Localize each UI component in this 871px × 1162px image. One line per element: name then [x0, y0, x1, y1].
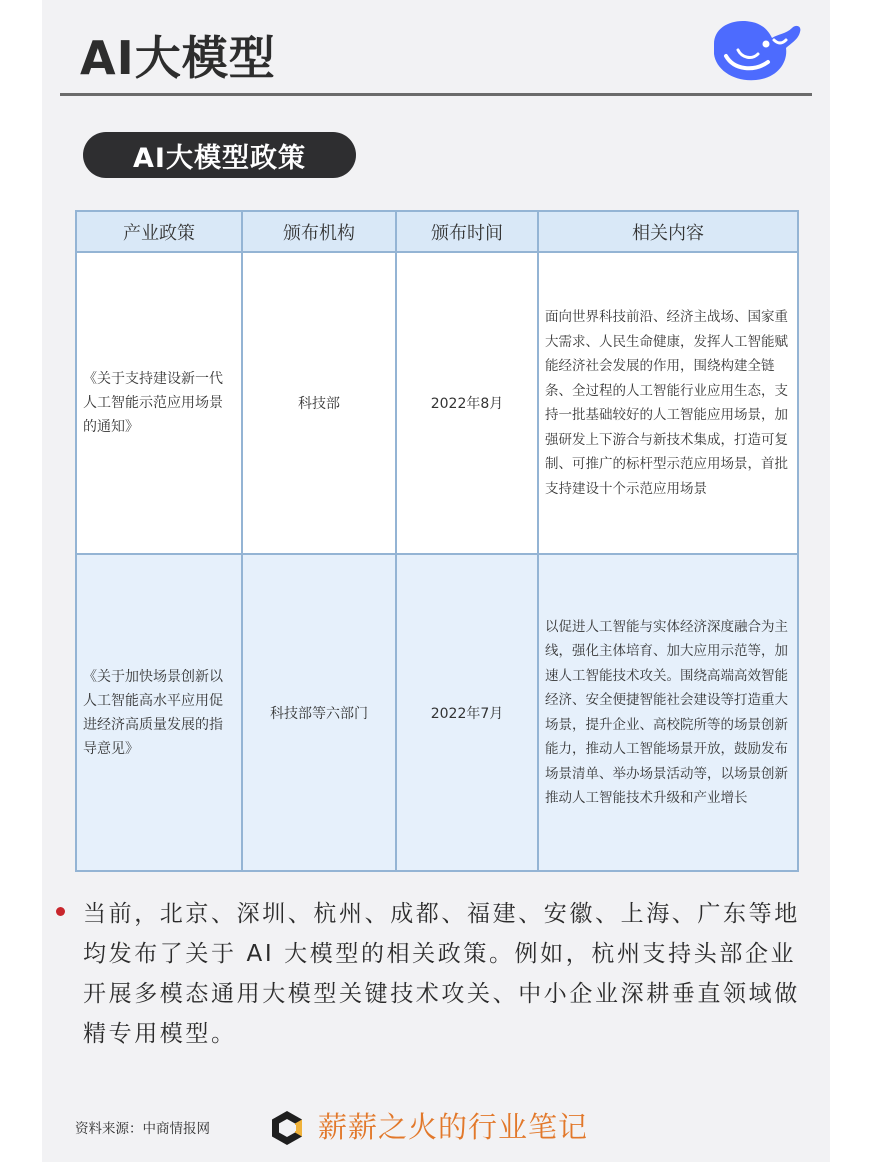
whale-logo-icon — [708, 14, 806, 86]
source-note: 资料来源：中商情报网 — [75, 1121, 210, 1137]
column-header: 颁布时间 — [396, 211, 538, 252]
hexagon-c-logo-icon — [270, 1110, 304, 1146]
page-title: AI大模型 — [80, 31, 276, 85]
table-header-row — [76, 211, 798, 252]
table-row — [76, 554, 798, 871]
date-cell: 2022年7月 — [396, 554, 538, 871]
table-row — [76, 252, 798, 554]
bullet-dot-icon — [56, 907, 65, 916]
section-label: AI大模型政策 — [83, 132, 356, 178]
content-cell: 以促进人工智能与实体经济深度融合为主线，强化主体培育、加大应用示范等，加速人工智能技术攻关。围绕高端高效智能经济、安全便捷智能社会建设等打造重大场景，提升企业、高校院所等的场景创新能力，推动人工智能场景开放，鼓励发布场景清单、举办场景活动等，以场景创新推动人工智能技术升级和产业增长 — [538, 554, 798, 871]
column-header: 颁布机构 — [242, 211, 396, 252]
column-header: 相关内容 — [538, 211, 798, 252]
policy-table — [75, 210, 799, 872]
content-cell: 面向世界科技前沿、经济主战场、国家重大需求、人民生命健康，发挥人工智能赋能经济社会发展的作用，围绕构建全链条、全过程的人工智能行业应用生态，支持一批基础较好的人工智能应用场景，加强研发上下游合与新技术集成，打造可复制、可推广的标杆型示范应用场景，首批支持建设十个示范应用场景 — [538, 252, 798, 554]
page-card — [42, 0, 830, 1162]
date-cell: 2022年8月 — [396, 252, 538, 554]
agency-cell: 科技部 — [242, 252, 396, 554]
column-header: 产业政策 — [76, 211, 242, 252]
policy-name-cell: 《关于加快场景创新以人工智能高水平应用促进经济高质量发展的指导意见》 — [76, 554, 242, 871]
title-divider — [60, 93, 812, 96]
agency-cell: 科技部等六部门 — [242, 554, 396, 871]
policy-name-cell: 《关于支持建设新一代人工智能示范应用场景的通知》 — [76, 252, 242, 554]
body-paragraph: 当前，北京、深圳、杭州、成都、福建、安徽、上海、广东等地均发布了关于 AI 大模型的相关政策。例如，杭州支持头部企业开展多模态通用大模型关键技术攻关、中小企业深耕垂直领域做精专用模型。 — [83, 901, 800, 1047]
brand-name: 薪薪之火的行业笔记 — [318, 1110, 589, 1144]
